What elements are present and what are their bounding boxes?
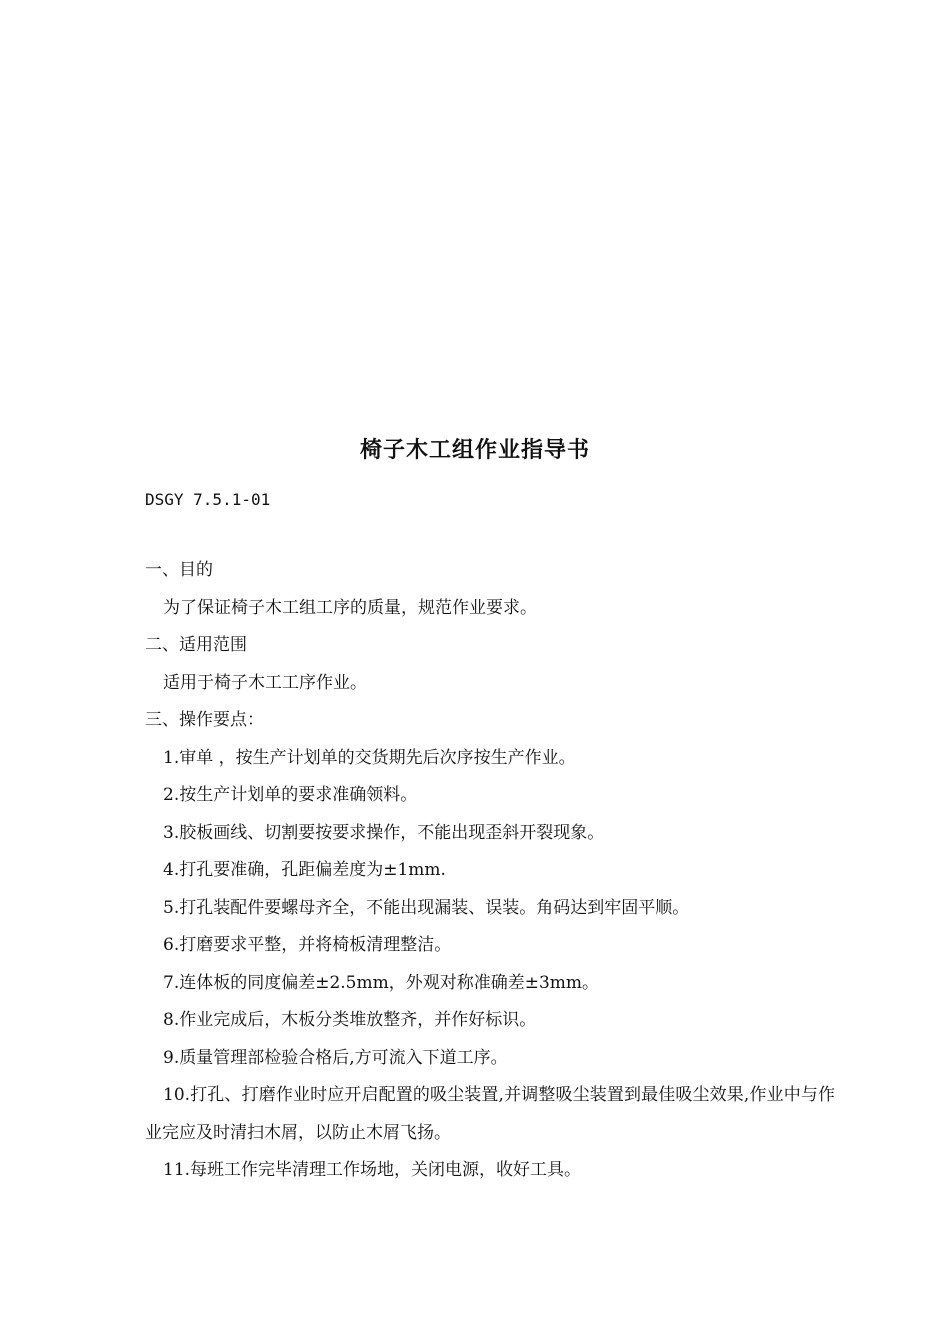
list-item: 7.连体板的同度偏差±2.5mm，外观对称准确差±3mm。: [163, 972, 600, 993]
document-code: DSGY 7.5.1-01: [145, 490, 271, 509]
section-heading-scope: 二、适用范围: [145, 635, 247, 655]
document-title: 椅子木工组作业指导书: [359, 438, 590, 463]
document-body: [145, 552, 835, 1190]
section-text-scope: 适用于椅子木工工序作业。: [163, 672, 367, 693]
list-item: 2.按生产计划单的要求准确领料。: [163, 785, 418, 805]
section-heading-points: 三、操作要点：: [145, 710, 264, 730]
list-item: 8.作业完成后，木板分类堆放整齐，并作好标识。: [163, 1010, 537, 1030]
list-item: 6.打磨要求平整，并将椅板清理整洁。: [163, 935, 452, 955]
list-item: 5.打孔装配件要螺母齐全，不能出现漏装、误装。角码达到牢固平顺。: [163, 897, 690, 918]
section-text-purpose: 为了保证椅子木工组工序的质量，规范作业要求。: [163, 597, 537, 618]
section-heading-purpose: 一、目的: [145, 560, 213, 580]
list-item: 3.胶板画线、切割要按要求操作，不能出现歪斜开裂现象。: [163, 822, 605, 843]
list-item: 11.每班工作完毕清理工作场地，关闭电源，收好工具。: [163, 1160, 582, 1180]
list-item: 10.打孔、打磨作业时应开启配置的吸尘装置,并调整吸尘装置到最佳吸尘效果,作业中与作业完应及时清扫木屑，以防止木屑飞扬。: [145, 1085, 835, 1143]
list-item: 4.打孔要准确，孔距偏差度为±1mm.: [163, 860, 446, 880]
list-item: 9.质量管理部检验合格后,方可流入下道工序。: [163, 1047, 508, 1068]
list-item: 1.审单 ，按生产计划单的交货期先后次序按生产作业。: [163, 747, 576, 768]
